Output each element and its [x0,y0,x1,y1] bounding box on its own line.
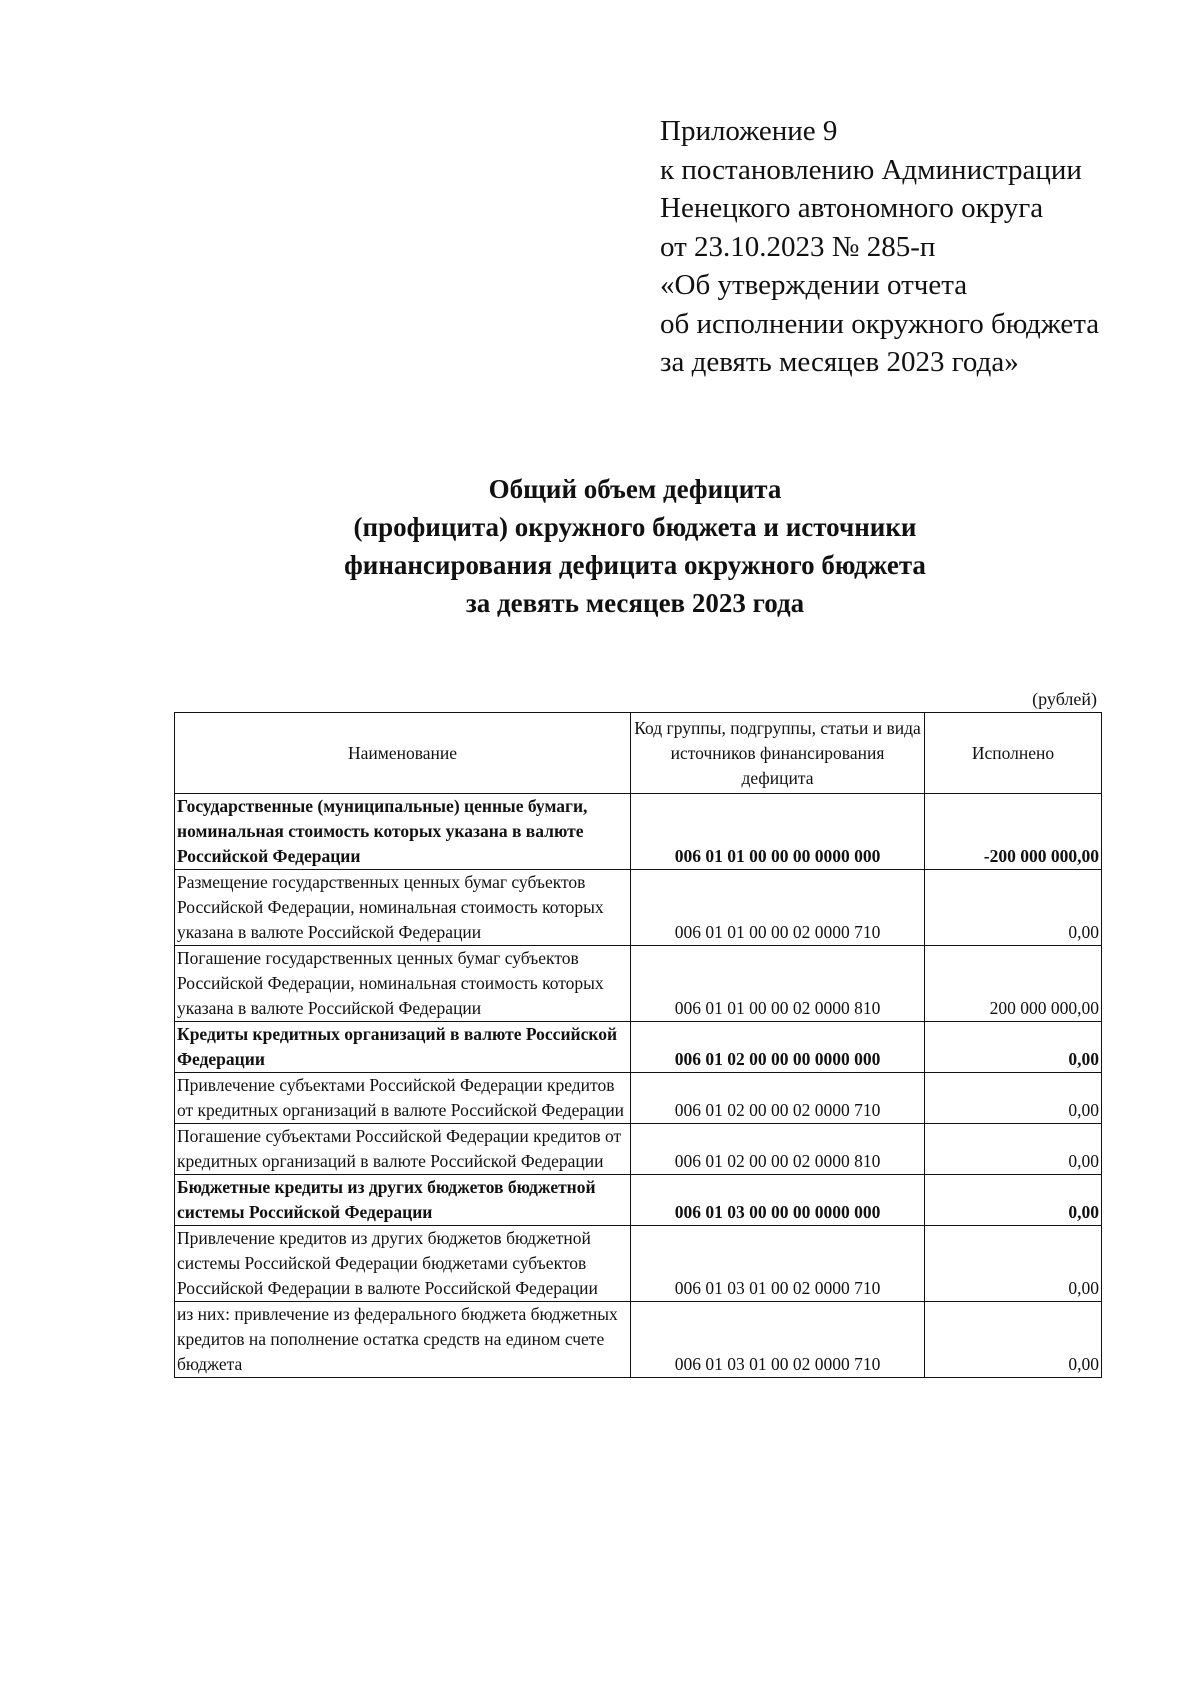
row-code: 006 01 03 00 00 00 0000 000 [631,1175,925,1226]
row-code: 006 01 03 01 00 02 0000 710 [631,1226,925,1302]
appendix-line: Приложение 9 [660,115,838,147]
row-name: Государственные (муниципальные) ценные бумаги, номинальная стоимость которых указана в валюте Российской Федерации [175,794,631,870]
appendix-line: к постановлению Администрации [660,153,1082,186]
row-value: 0,00 [925,1302,1102,1378]
appendix-line: об исполнении окружного бюджета [660,307,1100,340]
title-line: за девять месяцев 2023 года [465,588,805,618]
table-row [175,1073,1102,1124]
document-title [0,470,1200,622]
table-row [175,1226,1102,1302]
row-name: Привлечение кредитов из других бюджетов бюджетной системы Российской Федерации бюджетами субъектов Российской Федерации в валюте Российской Федерации [175,1226,631,1302]
appendix-block [660,112,1180,382]
row-value: 0,00 [925,1124,1102,1175]
table-row [175,1124,1102,1175]
row-name: Бюджетные кредиты из других бюджетов бюджетной системы Российской Федерации [175,1175,631,1226]
row-value: -200 000 000,00 [925,794,1102,870]
appendix-line: «Об утверждении отчета [660,269,968,301]
row-value: 200 000 000,00 [925,946,1102,1022]
row-code: 006 01 01 00 00 02 0000 710 [631,870,925,946]
header-value: Исполнено [925,713,1102,794]
table-row [175,1302,1102,1378]
budget-table [174,712,1102,1378]
header-code: Код группы, подгруппы, статьи и вида источников финансирования дефицита [631,713,925,794]
table-row [175,946,1102,1022]
row-name: Привлечение субъектами Российской Федерации кредитов от кредитных организаций в валюте Российской Федерации [175,1073,631,1124]
row-value: 0,00 [925,1175,1102,1226]
title-line: Общий объем дефицита [488,474,782,504]
units-label: (рублей) [1032,689,1097,709]
row-value: 0,00 [925,1022,1102,1073]
row-name: Погашение субъектами Российской Федерации кредитов от кредитных организаций в валюте Российской Федерации [175,1124,631,1175]
row-code: 006 01 01 00 00 00 0000 000 [631,794,925,870]
table-header-row [175,713,1102,794]
table-row [175,1022,1102,1073]
row-code: 006 01 01 00 00 02 0000 810 [631,946,925,1022]
row-code: 006 01 02 00 00 02 0000 710 [631,1073,925,1124]
table-row [175,870,1102,946]
row-code: 006 01 02 00 00 00 0000 000 [631,1022,925,1073]
row-name: Размещение государственных ценных бумаг субъектов Российской Федерации, номинальная стоимость которых указана в валюте Российской Федерации [175,870,631,946]
row-code: 006 01 03 01 00 02 0000 710 [631,1302,925,1378]
row-value: 0,00 [925,870,1102,946]
table-row [175,1175,1102,1226]
row-name: Погашение государственных ценных бумаг субъектов Российской Федерации, номинальная стоимость которых указана в валюте Российской Федерации [175,946,631,1022]
row-value: 0,00 [925,1073,1102,1124]
title-line: (профицита) окружного бюджета и источники [353,512,917,542]
row-value: 0,00 [925,1226,1102,1302]
appendix-line: от 23.10.2023 № 285-п [660,230,936,263]
appendix-line: Ненецкого автономного округа [660,192,1044,224]
table-row [175,794,1102,870]
row-code: 006 01 02 00 00 02 0000 810 [631,1124,925,1175]
title-line: финансирования дефицита окружного бюджета [344,550,926,580]
row-name: из них: привлечение из федерального бюджета бюджетных кредитов на пополнение остатка средств на едином счете бюджета [175,1302,631,1378]
header-name: Наименование [175,713,631,794]
row-name: Кредиты кредитных организаций в валюте Российской Федерации [175,1022,631,1073]
appendix-line: за девять месяцев 2023 года» [660,346,1019,378]
